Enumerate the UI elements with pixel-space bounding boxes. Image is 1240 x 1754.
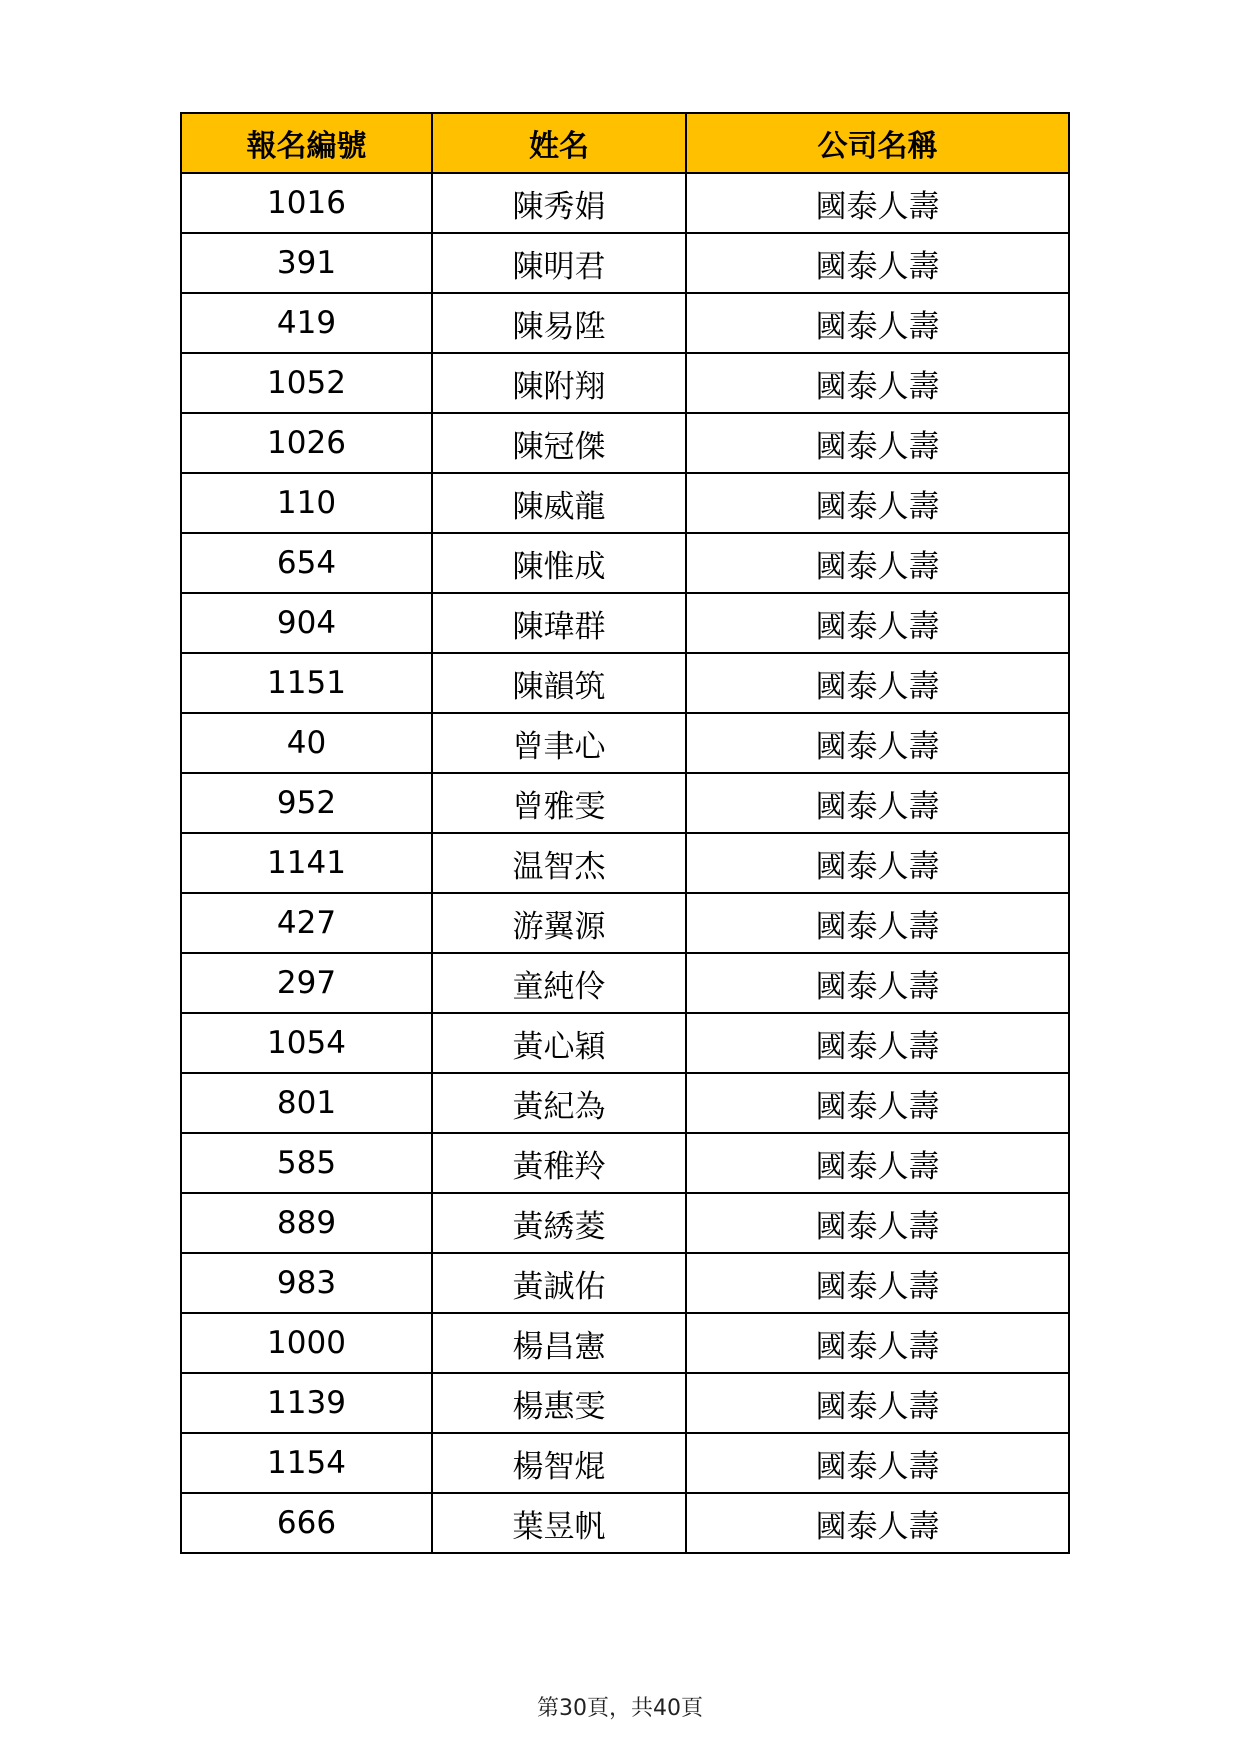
registration-number-cell: 585 (181, 1133, 432, 1193)
table-row (181, 953, 1069, 1013)
registration-number-cell: 801 (181, 1073, 432, 1133)
registration-number-cell: 40 (181, 713, 432, 773)
table-body (181, 173, 1069, 1553)
table-row (181, 533, 1069, 593)
company-name-cell: 國泰人壽 (686, 713, 1069, 773)
header-registration-number: 報名編號 (181, 113, 432, 173)
registration-number-cell: 1141 (181, 833, 432, 893)
registration-number-cell: 1000 (181, 1313, 432, 1373)
name-cell: 温智杰 (432, 833, 686, 893)
table-row (181, 1433, 1069, 1493)
registration-number-cell: 1151 (181, 653, 432, 713)
table-row (181, 473, 1069, 533)
company-name-cell: 國泰人壽 (686, 1013, 1069, 1073)
registration-number-cell: 297 (181, 953, 432, 1013)
company-name-cell: 國泰人壽 (686, 1073, 1069, 1133)
table-header (181, 113, 1069, 173)
table-row (181, 1253, 1069, 1313)
company-name-cell: 國泰人壽 (686, 473, 1069, 533)
header-row (181, 113, 1069, 173)
company-name-cell: 國泰人壽 (686, 1373, 1069, 1433)
company-name-cell: 國泰人壽 (686, 893, 1069, 953)
registration-number-cell: 904 (181, 593, 432, 653)
name-cell: 陳秀娟 (432, 173, 686, 233)
name-cell: 黃稚羚 (432, 1133, 686, 1193)
table-row (181, 173, 1069, 233)
company-name-cell: 國泰人壽 (686, 1253, 1069, 1313)
company-name-cell: 國泰人壽 (686, 833, 1069, 893)
company-name-cell: 國泰人壽 (686, 653, 1069, 713)
table-row (181, 1013, 1069, 1073)
registration-number-cell: 1052 (181, 353, 432, 413)
table-row (181, 353, 1069, 413)
name-cell: 曾聿心 (432, 713, 686, 773)
name-cell: 陳韻筑 (432, 653, 686, 713)
name-cell: 黃心穎 (432, 1013, 686, 1073)
registration-number-cell: 1139 (181, 1373, 432, 1433)
table-row (181, 1133, 1069, 1193)
registration-number-cell: 666 (181, 1493, 432, 1553)
company-name-cell: 國泰人壽 (686, 533, 1069, 593)
registration-number-cell: 654 (181, 533, 432, 593)
name-cell: 楊惠雯 (432, 1373, 686, 1433)
registration-number-cell: 427 (181, 893, 432, 953)
name-cell: 楊智焜 (432, 1433, 686, 1493)
name-cell: 陳冠傑 (432, 413, 686, 473)
header-name: 姓名 (432, 113, 686, 173)
name-cell: 陳附翔 (432, 353, 686, 413)
table-row (181, 653, 1069, 713)
table-row (181, 413, 1069, 473)
registration-number-cell: 889 (181, 1193, 432, 1253)
registration-table (180, 112, 1070, 1554)
table-row (181, 293, 1069, 353)
company-name-cell: 國泰人壽 (686, 773, 1069, 833)
company-name-cell: 國泰人壽 (686, 1133, 1069, 1193)
table-row (181, 713, 1069, 773)
name-cell: 黃綉菱 (432, 1193, 686, 1253)
company-name-cell: 國泰人壽 (686, 1193, 1069, 1253)
name-cell: 陳易陞 (432, 293, 686, 353)
table-row (181, 233, 1069, 293)
table-row (181, 1373, 1069, 1433)
registration-number-cell: 1154 (181, 1433, 432, 1493)
name-cell: 黃紀為 (432, 1073, 686, 1133)
registration-number-cell: 952 (181, 773, 432, 833)
table-row (181, 1313, 1069, 1373)
registration-number-cell: 1054 (181, 1013, 432, 1073)
company-name-cell: 國泰人壽 (686, 293, 1069, 353)
registration-number-cell: 1026 (181, 413, 432, 473)
table-row (181, 1493, 1069, 1553)
company-name-cell: 國泰人壽 (686, 1493, 1069, 1553)
name-cell: 黃誠佑 (432, 1253, 686, 1313)
company-name-cell: 國泰人壽 (686, 1433, 1069, 1493)
name-cell: 曾雅雯 (432, 773, 686, 833)
table-row (181, 593, 1069, 653)
name-cell: 陳瑋群 (432, 593, 686, 653)
name-cell: 游翼源 (432, 893, 686, 953)
company-name-cell: 國泰人壽 (686, 593, 1069, 653)
registration-number-cell: 1016 (181, 173, 432, 233)
name-cell: 陳明君 (432, 233, 686, 293)
table-row (181, 1193, 1069, 1253)
registration-number-cell: 983 (181, 1253, 432, 1313)
table-row (181, 773, 1069, 833)
table-row (181, 893, 1069, 953)
header-company-name: 公司名稱 (686, 113, 1069, 173)
registration-number-cell: 419 (181, 293, 432, 353)
company-name-cell: 國泰人壽 (686, 173, 1069, 233)
name-cell: 陳威龍 (432, 473, 686, 533)
company-name-cell: 國泰人壽 (686, 1313, 1069, 1373)
name-cell: 童純伶 (432, 953, 686, 1013)
name-cell: 葉昱帆 (432, 1493, 686, 1553)
name-cell: 陳惟成 (432, 533, 686, 593)
registration-number-cell: 110 (181, 473, 432, 533)
company-name-cell: 國泰人壽 (686, 953, 1069, 1013)
company-name-cell: 國泰人壽 (686, 233, 1069, 293)
name-cell: 楊昌憲 (432, 1313, 686, 1373)
page-number-footer: 第30頁，共40頁 (537, 1696, 703, 1721)
company-name-cell: 國泰人壽 (686, 353, 1069, 413)
registration-number-cell: 391 (181, 233, 432, 293)
table-row (181, 1073, 1069, 1133)
company-name-cell: 國泰人壽 (686, 413, 1069, 473)
table-row (181, 833, 1069, 893)
